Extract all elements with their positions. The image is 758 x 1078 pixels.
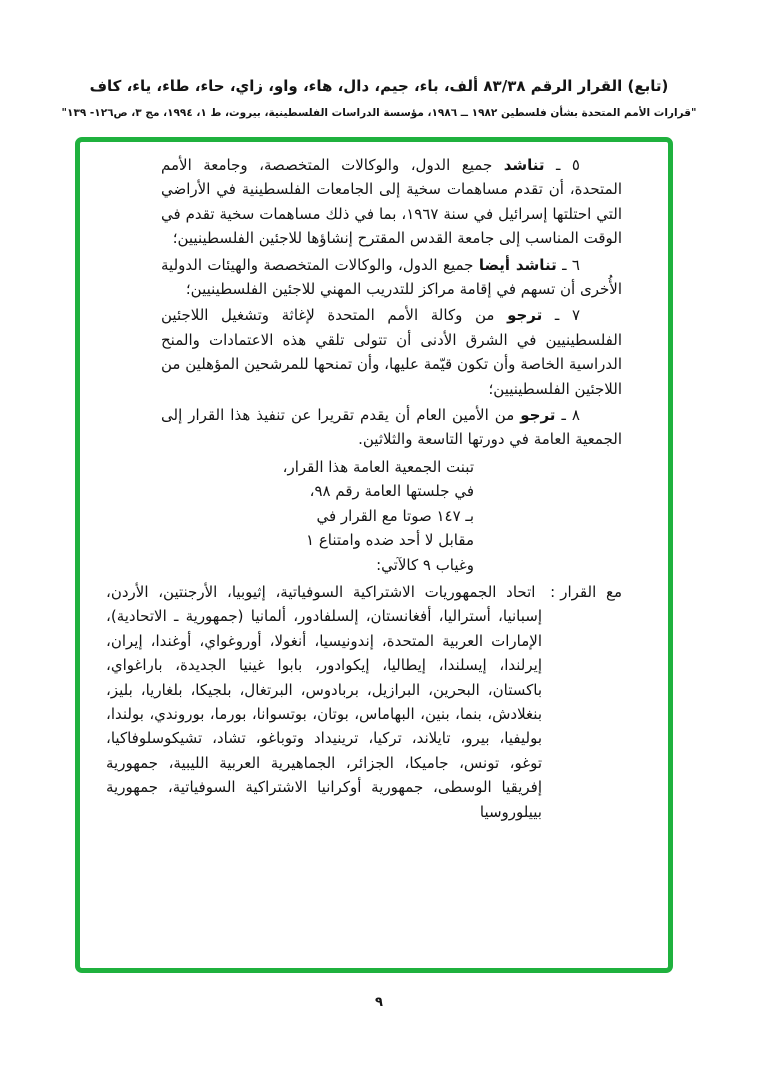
resolution-continuation-title: (تابع) القرار الرقم ٨٣/٣٨ ألف، باء، جيم، دال، هاء، واو، زاي، حاء، طاء، ياء، كاف [89, 77, 669, 95]
adoption-note [106, 455, 474, 577]
paragraph-dash: ـ [562, 255, 567, 274]
paragraph-lead-verb: تناشد أيضا [478, 255, 557, 274]
paragraph-number: ٥ [571, 156, 580, 174]
vote-with-label: مع القرار [560, 582, 622, 601]
paragraph-lead-verb: تناشد [503, 156, 545, 174]
paragraph-text: من وكالة الأمم المتحدة لإغاثة وتشغيل اللاجئين الفلسطينيين في الشرق الأدنى أن تتولى تلقي هذه الاعتمادات والمنح الدراسية الخاصة وأن تكون قيّمة عليها، وأن تمنحها للمرشحين المؤهلين من اللاجئين الفلسطينيين؛ [161, 306, 622, 398]
paragraph-lead-verb: ترجو [520, 406, 556, 425]
vote-with-record [106, 580, 622, 824]
paragraph-dash: ـ [561, 406, 566, 425]
paragraph-lead-verb: ترجو [507, 306, 543, 325]
paragraph-text: من الأمين العام أن يقدم تقريرا عن تنفيذ هذا القرار إلى الجمعية العامة في دورتها التاسعة والثلاثين. [161, 406, 622, 449]
vote-colon: : [550, 582, 556, 601]
adoption-note-line: في جلستها العامة رقم ٩٨، [309, 482, 474, 501]
adoption-note-line: بـ ١٤٧ صوتا مع القرار في [316, 506, 474, 525]
resolution-paragraph-7 [161, 303, 622, 401]
adoption-note-line: مقابل لا أحد ضده وامتناع ١ [306, 531, 474, 550]
paragraph-number: ٧ [571, 306, 580, 325]
content-frame [75, 137, 673, 973]
paragraph-text: جميع الدول، والوكالات المتخصصة والهيئات الدولية الأُخرى أن تسهم في إقامة مراكز للتدريب المهني للاجئين الفلسطينيين؛ [161, 255, 622, 299]
adoption-note-line: تبنت الجمعية العامة هذا القرار، [282, 457, 474, 476]
vote-with-countries: اتحاد الجمهوريات الاشتراكية السوفياتية، إثيوبيا، الأرجنتين، الأردن، إسبانيا، أستراليا، أفغانستان، إلسلفادور، ألمانيا (جمهورية ـ الاتحادية)، الإمارات العربية المتحدة، إندونيسيا، أنغولا، أوروغواي، أوغندا، إيران، إيرلندا، إيسلندا، إيطاليا، إيكوادور، بابوا غينيا الجديدة، باراغواي، باكستان، البحرين، البرازيل، بربادوس، البرتغال، بلجيكا، بلغاريا، بليز، بنغلادش، بنما، بنين، البهاماس، بوتان، بوتسوانا، بورما، بوروندي، بولندا، بوليفيا، بيرو، تايلاند، تركيا، ترينيداد وتوباغو، تشاد، تشيكوسلوفاكيا، توغو، تونس، جاميكا، الجزائر، الجماهيرية العربية الليبية، جمهورية إفريقيا الوسطى، جمهورية أوكرانيا الاشتراكية السوفياتية، جمهورية بييلوروسيا [106, 582, 542, 821]
paragraph-number: ٨ [571, 406, 580, 425]
resolution-paragraph-8 [161, 403, 622, 452]
resolution-paragraph-5 [161, 153, 622, 251]
resolution-paragraph-6 [161, 253, 622, 302]
page-number: ٩ [375, 995, 383, 1010]
paragraph-dash: ـ [556, 156, 561, 174]
source-citation: "قرارات الأمم المتحدة بشأن فلسطين ١٩٨٢ ــ ١٩٨٦، مؤسسة الدراسات الفلسطينية، بيروت، ط ١، ١٩٩٤، مج ٣، ص١٢٦- ١٣٩" [61, 107, 697, 119]
adoption-note-line: وغياب ٩ كالآتي: [376, 555, 474, 574]
resolution-text-block [80, 142, 668, 962]
paragraph-dash: ـ [554, 306, 560, 325]
paragraph-number: ٦ [571, 255, 580, 274]
paragraph-text: جميع الدول، والوكالات المتخصصة، وجامعة الأمم المتحدة، أن تقدم مساهمات سخية إلى الجامعات الفلسطينية في الأراضي التي احتلتها إسرائيل في سنة ١٩٦٧، بما في ذلك مساهمات سخية تقدم في الوقت المناسب إلى جامعة القدس المقترح إنشاؤها للاجئين الفلسطينيين؛ [161, 156, 623, 248]
